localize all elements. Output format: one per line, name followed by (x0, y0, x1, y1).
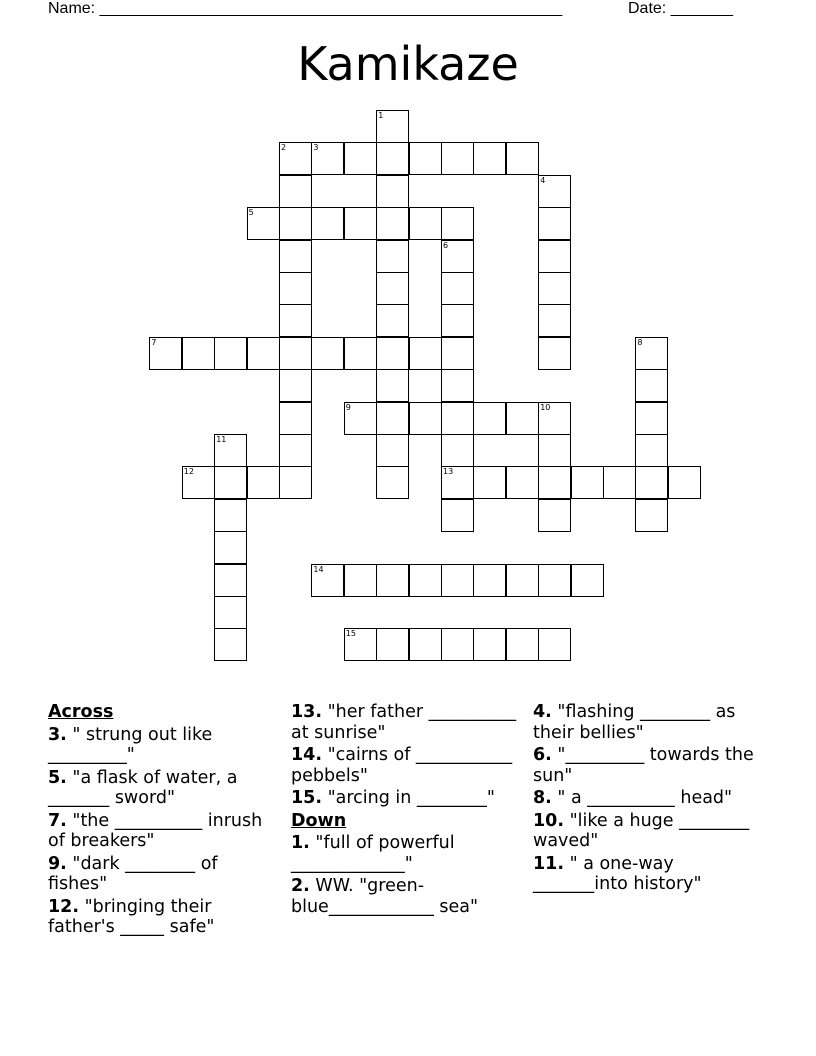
grid-cell[interactable] (441, 369, 474, 402)
clue-number: 7 (151, 337, 157, 347)
grid-cell[interactable] (409, 207, 442, 240)
grid-cell[interactable] (214, 337, 247, 370)
grid-cell[interactable] (344, 337, 377, 370)
grid-cell[interactable] (279, 175, 312, 208)
clue-number: 10 (540, 402, 551, 412)
clue-item-number: 4. (533, 702, 552, 722)
grid-cell[interactable] (441, 402, 474, 435)
grid-cell[interactable] (409, 402, 442, 435)
clue-item-number: 2. (291, 876, 310, 896)
clue-item-number: 9. (48, 853, 67, 874)
clue-item-number: 3. (48, 724, 67, 745)
clue-item: 10. "like a huge ________ waved" (533, 810, 750, 851)
clue-number: 15 (345, 629, 356, 639)
grid-cell[interactable] (538, 240, 571, 273)
grid-cell[interactable] (441, 628, 474, 661)
grid-cell[interactable] (668, 466, 701, 499)
grid-cell[interactable] (279, 240, 312, 273)
clue-item: 8. " a __________ head" (533, 788, 733, 808)
grid-cell[interactable] (279, 337, 312, 370)
grid-cell[interactable] (344, 142, 377, 175)
grid-cell[interactable] (441, 499, 474, 532)
grid-cell[interactable] (603, 466, 636, 499)
name-field-line: Name: ____________________________________________________ (48, 0, 563, 17)
grid-cell[interactable] (376, 175, 409, 208)
clue-item: 6. "_________ towards the sun" (533, 745, 754, 786)
grid-cell[interactable] (441, 337, 474, 370)
clues-column-2 (291, 702, 521, 919)
clue-item: 14. "cairns of ___________ pebbels" (291, 745, 513, 786)
grid-cell[interactable] (376, 337, 409, 370)
grid-cell[interactable] (441, 564, 474, 597)
grid-cell[interactable] (473, 564, 506, 597)
grid-cell[interactable] (473, 402, 506, 435)
grid-cell[interactable] (311, 142, 344, 175)
clue-number: 11 (216, 435, 227, 444)
clues-column-3 (533, 702, 758, 897)
grid-cell[interactable] (538, 564, 571, 597)
clue-item-number: 11. (533, 853, 565, 874)
clue-item: 13. "her father __________ at sunrise" (291, 702, 517, 743)
grid-cell[interactable] (538, 207, 571, 240)
grid-cell[interactable] (376, 304, 409, 337)
grid-cell[interactable] (149, 337, 182, 370)
grid-cell[interactable] (441, 434, 474, 467)
grid-cell[interactable] (441, 304, 474, 337)
grid-cell[interactable] (311, 207, 344, 240)
grid-cell[interactable] (376, 564, 409, 597)
grid-cell[interactable] (214, 499, 247, 532)
clue-item-number: 6. (533, 745, 552, 765)
grid-cell[interactable] (344, 628, 377, 661)
grid-cell[interactable] (538, 175, 571, 208)
clue-item-number: 7. (48, 810, 67, 831)
grid-cell[interactable] (571, 466, 604, 499)
grid-cell[interactable] (635, 369, 668, 402)
grid-cell[interactable] (538, 402, 571, 435)
clue-item-number: 1. (291, 833, 310, 853)
grid-cell[interactable] (635, 337, 668, 370)
grid-cell[interactable] (279, 466, 312, 499)
grid-cell[interactable] (441, 466, 474, 499)
clue-item-number: 15. (291, 788, 323, 808)
grid-cell[interactable] (376, 628, 409, 661)
grid-cell[interactable] (182, 466, 215, 499)
grid-cell[interactable] (376, 272, 409, 305)
clue-number: 1 (378, 111, 384, 120)
grid-cell[interactable] (538, 466, 571, 499)
grid-cell[interactable] (279, 304, 312, 337)
clue-number: 5 (248, 208, 254, 218)
clue-item-number: 12. (48, 896, 80, 917)
clue-number: 8 (637, 337, 643, 347)
clue-number: 2 (281, 143, 287, 153)
grid-cell[interactable] (376, 207, 409, 240)
clues-column-1 (48, 702, 263, 940)
grid-cell[interactable] (473, 628, 506, 661)
grid-cell[interactable] (376, 402, 409, 435)
clue-number: 13 (443, 467, 454, 477)
grid-cell[interactable] (247, 207, 280, 240)
grid-cell[interactable] (214, 531, 247, 564)
grid-cell[interactable] (279, 434, 312, 467)
grid-cell[interactable] (279, 402, 312, 435)
grid-cell[interactable] (376, 369, 409, 402)
grid-cell[interactable] (279, 207, 312, 240)
grid-cell[interactable] (344, 207, 377, 240)
clue-item: 15. "arcing in ________" (291, 788, 495, 808)
clue-item: 1. "full of powerful _____________" (291, 833, 455, 874)
clue-item: 5. "a flask of water, a _______ sword" (48, 767, 238, 808)
clue-number: 9 (345, 402, 351, 412)
grid-cell[interactable] (279, 272, 312, 305)
grid-cell[interactable] (538, 434, 571, 467)
grid-cell[interactable] (506, 564, 539, 597)
grid-cell[interactable] (506, 628, 539, 661)
down-heading: Down (291, 810, 347, 831)
grid-cell[interactable] (214, 596, 247, 629)
clue-item: 11. " a one-way _______into history" (533, 853, 702, 894)
page-title: Kamikaze (297, 37, 519, 91)
grid-cell[interactable] (506, 142, 539, 175)
grid-cell[interactable] (279, 142, 312, 175)
grid-cell[interactable] (506, 466, 539, 499)
grid-cell[interactable] (635, 402, 668, 435)
grid-cell[interactable] (409, 628, 442, 661)
grid-cell[interactable] (538, 272, 571, 305)
grid-cell[interactable] (441, 272, 474, 305)
clue-number: 3 (313, 143, 319, 153)
grid-cell[interactable] (344, 402, 377, 435)
grid-cell[interactable] (376, 240, 409, 273)
clue-number: 4 (540, 175, 546, 185)
grid-cell[interactable] (214, 466, 247, 499)
grid-cell[interactable] (473, 466, 506, 499)
clue-item-number: 10. (533, 810, 565, 831)
grid-cell[interactable] (441, 240, 474, 273)
grid-cell[interactable] (409, 142, 442, 175)
clue-item: 9. "dark ________ of fishes" (48, 853, 218, 894)
grid-cell[interactable] (538, 304, 571, 337)
grid-cell[interactable] (441, 142, 474, 175)
grid-cell[interactable] (635, 466, 668, 499)
clue-item: 3. " strung out like _________" (48, 724, 213, 765)
across-heading: Across (48, 702, 114, 722)
grid-cell[interactable] (473, 142, 506, 175)
grid-cell[interactable] (409, 337, 442, 370)
grid-cell[interactable] (538, 337, 571, 370)
grid-cell[interactable] (376, 142, 409, 175)
grid-cell[interactable] (182, 337, 215, 370)
grid-cell[interactable] (247, 466, 280, 499)
clue-number: 12 (183, 467, 194, 477)
grid-cell[interactable] (538, 499, 571, 532)
grid-cell[interactable] (441, 207, 474, 240)
grid-cell[interactable] (214, 628, 247, 661)
clue-item: 12. "bringing their father's _____ safe" (48, 896, 215, 937)
date-field-line: Date: _______ (628, 0, 733, 17)
clue-item: 2. WW. "green-blue____________ sea" (291, 876, 479, 917)
grid-cell[interactable] (506, 402, 539, 435)
clue-item-number: 5. (48, 767, 67, 788)
grid-cell[interactable] (635, 499, 668, 532)
grid-cell[interactable] (247, 337, 280, 370)
grid-cell[interactable] (311, 337, 344, 370)
grid-cell[interactable] (376, 466, 409, 499)
grid-cell[interactable] (214, 564, 247, 597)
grid-cell[interactable] (344, 564, 377, 597)
clue-item: 4. "flashing ________ as their bellies" (533, 702, 736, 743)
grid-cell[interactable] (538, 628, 571, 661)
clue-number: 6 (443, 240, 449, 250)
clue-number: 14 (313, 564, 324, 574)
grid-cell[interactable] (635, 434, 668, 467)
clue-item-number: 8. (533, 788, 552, 808)
grid-cell[interactable] (311, 564, 344, 597)
grid-cell[interactable] (376, 434, 409, 467)
grid-cell[interactable] (376, 110, 409, 143)
clue-item-number: 14. (291, 745, 323, 765)
grid-cell[interactable] (279, 369, 312, 402)
grid-cell[interactable] (571, 564, 604, 597)
grid-cell[interactable] (214, 434, 247, 467)
clue-item: 7. "the __________ inrush of breakers" (48, 810, 263, 851)
grid-cell[interactable] (409, 564, 442, 597)
clue-item-number: 13. (291, 702, 323, 722)
